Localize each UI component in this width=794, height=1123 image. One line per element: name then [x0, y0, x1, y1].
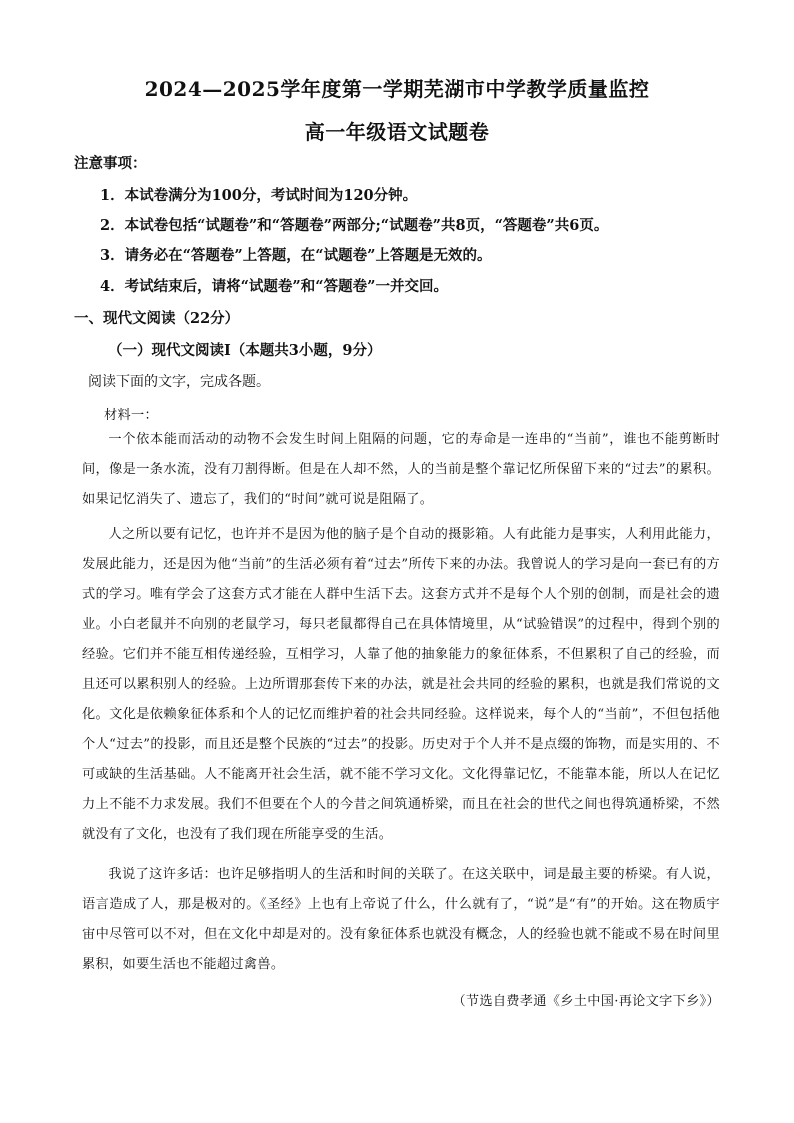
section-heading: 一、现代文阅读（22分）: [74, 310, 240, 327]
subsection-heading: （一）现代文阅读Ⅰ（本题共3小题，9分）: [108, 342, 382, 359]
paragraph-3: 我说了这许多话：也许足够指明人的生活和时间的关联了。在这关联中，词是最主要的桥梁。有人说，语言造成了人，那是极对的。《圣经》上也有上帝说了什么，什么就有了，“说”是“有”的开始。这在物质宇宙中尽管可以不对，但在文化中却是对的。没有象征体系也就没有概念，人的经验也就不能或不易在时间里累积，如要生活也不能超过禽兽。: [82, 867, 720, 972]
material-label: 材料一：: [104, 408, 158, 423]
source-citation: （节选自费孝通《乡土中国·再论文字下乡》）: [452, 994, 720, 1009]
paragraph-1: 一个依本能而活动的动物不会发生时间上阻隔的问题，它的寿命是一连串的“当前”，谁也不能剪断时间，像是一条水流，没有刀割得断。但是在人却不然，人的当前是整个靠记忆所保留下来的“过去”的累积。如果记忆消失了、遗忘了，我们的“时间”就可说是阻隔了。: [82, 432, 720, 507]
notice-item-4: 4．考试结束后，请将“试题卷”和“答题卷”一并交回。: [100, 278, 448, 295]
notice-item-3: 3．请务必在“答题卷”上答题，在“试题卷”上答题是无效的。: [100, 247, 492, 264]
notice-heading: 注意事项：: [74, 155, 147, 172]
notice-item-1: 1．本试卷满分为100分，考试时间为120分钟。: [100, 187, 418, 204]
notice-item-2: 2．本试卷包括“试题卷”和“答题卷”两部分;“试题卷”共8页，“答题卷”共6页。: [100, 217, 609, 234]
exam-title: 2024—2025学年度第一学期芜湖市中学教学质量监控: [144, 77, 650, 101]
exam-subtitle: 高一年级语文试题卷: [304, 120, 490, 144]
reading-instruction: 阅读下面的文字，完成各题。: [88, 374, 270, 390]
paragraph-2: 人之所以要有记忆，也许并不是因为他的脑子是个自动的摄影箱。人有此能力是事实，人利用此能力，发展此能力，还是因为他“当前”的生活必须有着“过去”所传下来的办法。我曾说人的学习是向一套已有的方式的学习。唯有学会了这套方式才能在人群中生活下去。这套方式并不是每个人个别的创制，而是社会的遗业。小白老鼠并不向别的老鼠学习，每只老鼠都得自己在具体情境里，从“试验错误”的过程中，得到个别的经验。它们并不能互相传递经验，互相学习，人靠了他的抽象能力的象征体系，不但累积了自己的经验，而且还可以累积别人的经验。上边所谓那套传下来的办法，就是社会共同的经验的累积，也就是我们常说的文化。文化是依赖象征体系和个人的记忆而维护着的社会共同经验。这样说来，每个人的“当前”，不但包括他个人“过去”的投影，而且还是整个民族的“过去”的投影。历史对于个人并不是点缀的饰物，而是实用的、不可或缺的生活基础。人不能离开社会生活，就不能不学习文化。文化得靠记忆，不能靠本能，所以人在记忆力上不能不力求发展。我们不但要在个人的今昔之间筑通桥梁，而且在社会的世代之间也得筑通桥梁，不然就没有了文化，也没有了我们现在所能享受的生活。: [82, 527, 720, 842]
